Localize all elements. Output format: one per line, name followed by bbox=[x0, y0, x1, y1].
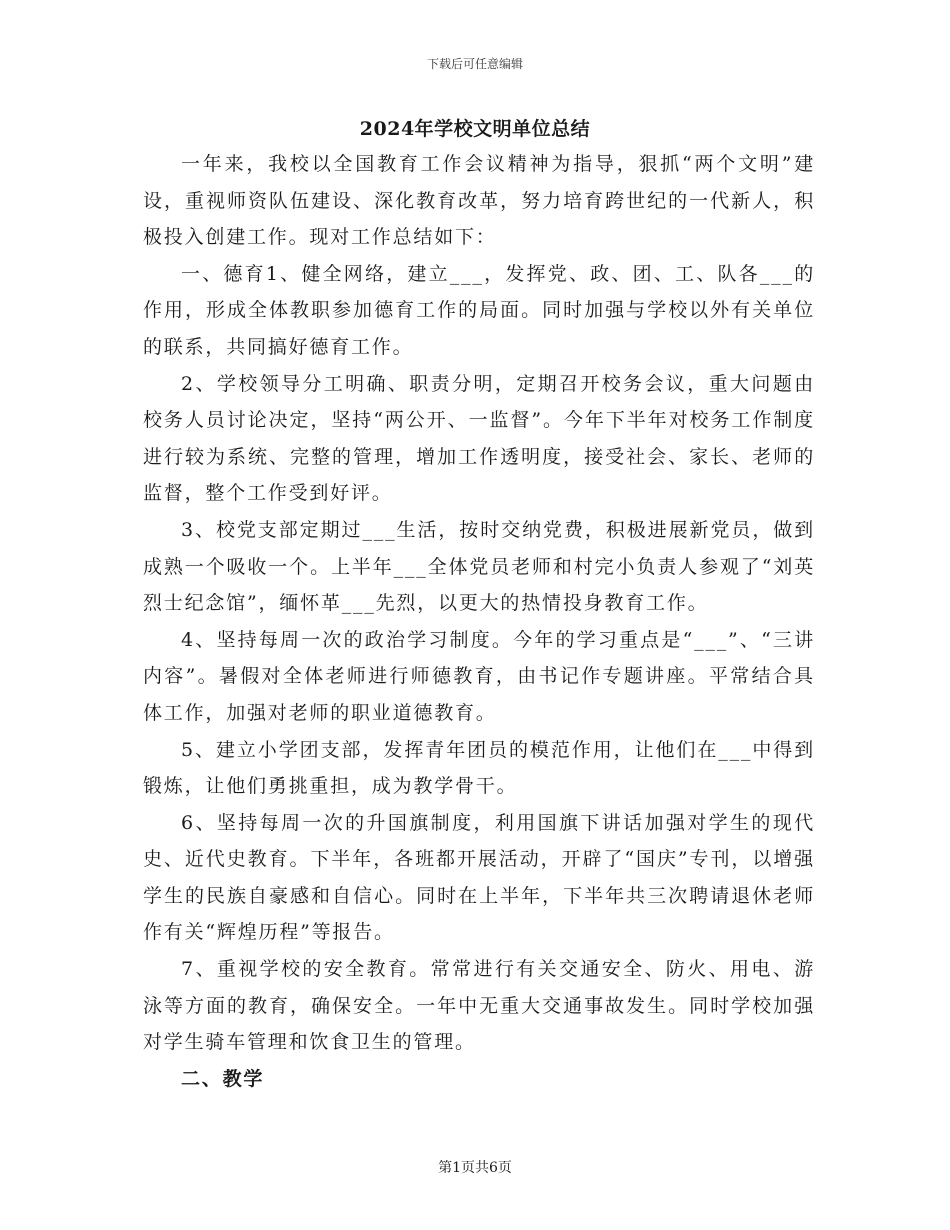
paragraph-moral-5: 5、建立小学团支部，发挥青年团员的模范作用，让他们在___中得到锻炼，让他们勇挑重担，成为教学骨干。 bbox=[143, 738, 815, 798]
paragraph-moral-2: 2、学校领导分工明确、职责分明，定期召开校务会议，重大问题由校务人员讨论决定，坚持“两公开、一监督”。今年下半年对校务工作制度进行较为系统、完整的管理，增加工作透明度，接受社会、家长、老师的监督，整个工作受到好评。 bbox=[143, 372, 815, 505]
paragraph-moral-1: 一、德育1、健全网络，建立___，发挥党、政、团、工、队各___的作用，形成全体教职参加德育工作的局面。同时加强与学校以外有关单位的联系，共同搞好德育工作。 bbox=[143, 262, 815, 358]
document-title: 2024年学校文明单位总结 bbox=[359, 118, 591, 140]
paragraph-moral-7: 7、重视学校的安全教育。常常进行有关交通安全、防火、用电、游泳等方面的教育，确保安全。一年中无重大交通事故发生。同时学校加强对学生骑车管理和饮食卫生的管理。 bbox=[143, 958, 815, 1054]
document-body bbox=[143, 146, 815, 1097]
paragraph-moral-4: 4、坚持每周一次的政治学习制度。今年的学习重点是“___”、“三讲内容”。暑假对全体老师进行师德教育，由书记作专题讲座。平常结合具体工作，加强对老师的职业道德教育。 bbox=[143, 628, 815, 724]
section-heading-teaching: 二、教学 bbox=[181, 1067, 265, 1090]
page-header-note: 下载后可任意编辑 bbox=[426, 57, 523, 71]
paragraph-moral-3: 3、校党支部定期过___生活，按时交纳党费，积极进展新党员，做到成熟一个吸收一个。上半年___全体党员老师和村完小负责人参观了“刘英烈士纪念馆”，缅怀革___先烈，以更大的热情投身教育工作。 bbox=[143, 518, 815, 615]
page-footer-number: 第1页共6页 bbox=[438, 1160, 512, 1176]
paragraph-intro: 一年来，我校以全国教育工作会议精神为指导，狠抓“两个文明”建设，重视师资队伍建设、深化教育改革，努力培育跨世纪的一代新人，积极投入创建工作。现对工作总结如下： bbox=[143, 153, 815, 249]
paragraph-moral-6: 6、坚持每周一次的升国旗制度，利用国旗下讲话加强对学生的现代史、近代史教育。下半年，各班都开展活动，开辟了“国庆”专刊，以增强学生的民族自豪感和自信心。同时在上半年，下半年共三次聘请退休老师作有关“辉煌历程”等报告。 bbox=[143, 811, 815, 944]
